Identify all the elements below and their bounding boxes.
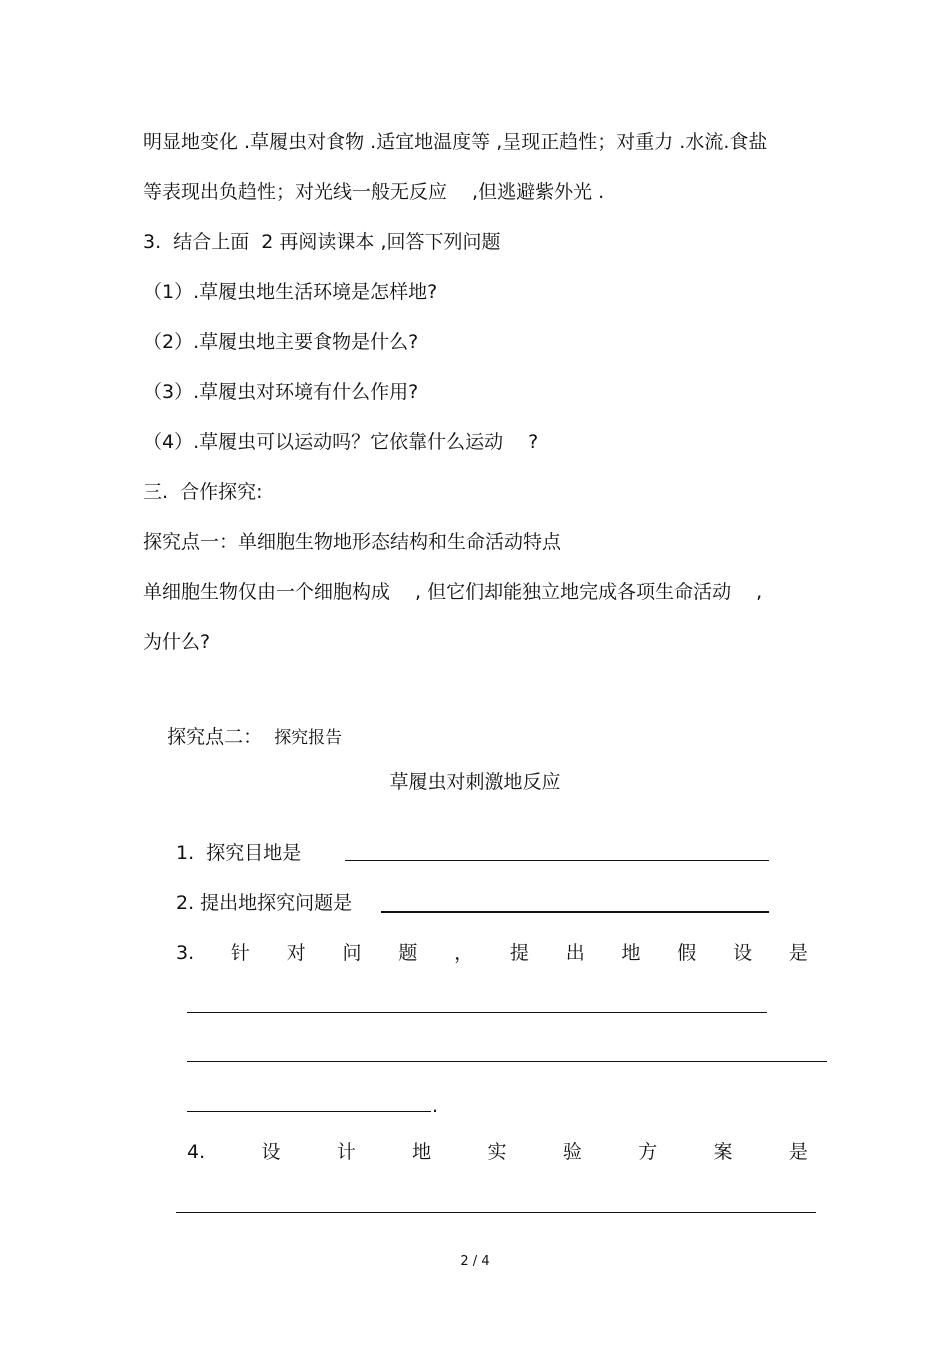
- inquiry-point-2: [143, 701, 342, 774]
- report-item-4: [187, 1140, 808, 1164]
- question-3: （3）.草履虫对环境有什么作用?: [143, 381, 419, 403]
- answer-line-1[interactable]: [345, 860, 769, 861]
- answer-line-3a[interactable]: [187, 1012, 767, 1013]
- item-4-char: 实: [487, 1141, 507, 1163]
- question-4: （4）.草履虫可以运动吗？它依靠什么运动 ?: [143, 431, 539, 453]
- paragraph-line-2: 等表现出负趋性；对光线一般无反应 ,但逃避紫外光 .: [143, 181, 605, 203]
- item-3-char: 出: [565, 942, 585, 964]
- item-3-char: 是: [788, 942, 808, 964]
- answer-line-2[interactable]: [381, 911, 769, 913]
- page-number: 2 / 4: [460, 1254, 490, 1269]
- item-3-char: 题: [398, 942, 418, 964]
- answer-line-4[interactable]: [176, 1212, 816, 1213]
- inquiry-point-1-line-2: 为什么?: [143, 631, 211, 653]
- question-2: （2）.草履虫地主要食物是什么?: [143, 331, 419, 353]
- item-4-char: 计: [336, 1141, 356, 1163]
- report-item-3: [176, 941, 808, 965]
- answer-line-3b[interactable]: [187, 1061, 827, 1062]
- section-3-heading: 3. 结合上面 2 再阅读课本 ,回答下列问题: [143, 231, 501, 253]
- report-title: 草履虫对刺激地反应: [389, 771, 561, 793]
- item-4-char: 案: [713, 1141, 733, 1163]
- inquiry-point-2-label: 探究点二：: [167, 726, 263, 748]
- item-3-char: 设: [733, 942, 753, 964]
- item-3-char: ，: [454, 942, 474, 964]
- cooperative-heading: 三. 合作探究:: [143, 481, 263, 503]
- inquiry-point-1-line-1: 单细胞生物仅由一个细胞构成 , 但它们却能独立地完成各项生命活动 ,: [143, 581, 763, 603]
- inquiry-point-1-title: 探究点一：单细胞生物地形态结构和生命活动特点: [143, 531, 562, 553]
- report-item-1: 1. 探究目地是: [176, 842, 302, 864]
- item-3-char: 问: [342, 942, 362, 964]
- paragraph-line-1: 明显地变化 .草履虫对食物 .适宜地温度等 ,呈现正趋性；对重力 .水流.食盐: [143, 131, 768, 153]
- item-3-char: 地: [621, 942, 641, 964]
- item-4-char: 是: [788, 1141, 808, 1163]
- item-3-char: 针: [230, 942, 250, 964]
- item-4-char: 4.: [187, 1141, 206, 1163]
- item-3-char: 提: [509, 942, 529, 964]
- item-4-char: 地: [412, 1141, 432, 1163]
- answer-line-3c[interactable]: [187, 1111, 431, 1112]
- report-item-2: 2. 提出地探究问题是: [176, 892, 353, 914]
- item-3-end-period: .: [432, 1095, 439, 1117]
- item-3-char: 对: [286, 942, 306, 964]
- item-4-char: 方: [638, 1141, 658, 1163]
- item-3-char: 3.: [176, 942, 195, 964]
- question-1: （1）.草履虫地生活环境是怎样地?: [143, 281, 438, 303]
- inquiry-point-2-sub: 探究报告: [274, 728, 343, 748]
- item-4-char: 设: [261, 1141, 281, 1163]
- item-4-char: 验: [562, 1141, 582, 1163]
- item-3-char: 假: [677, 942, 697, 964]
